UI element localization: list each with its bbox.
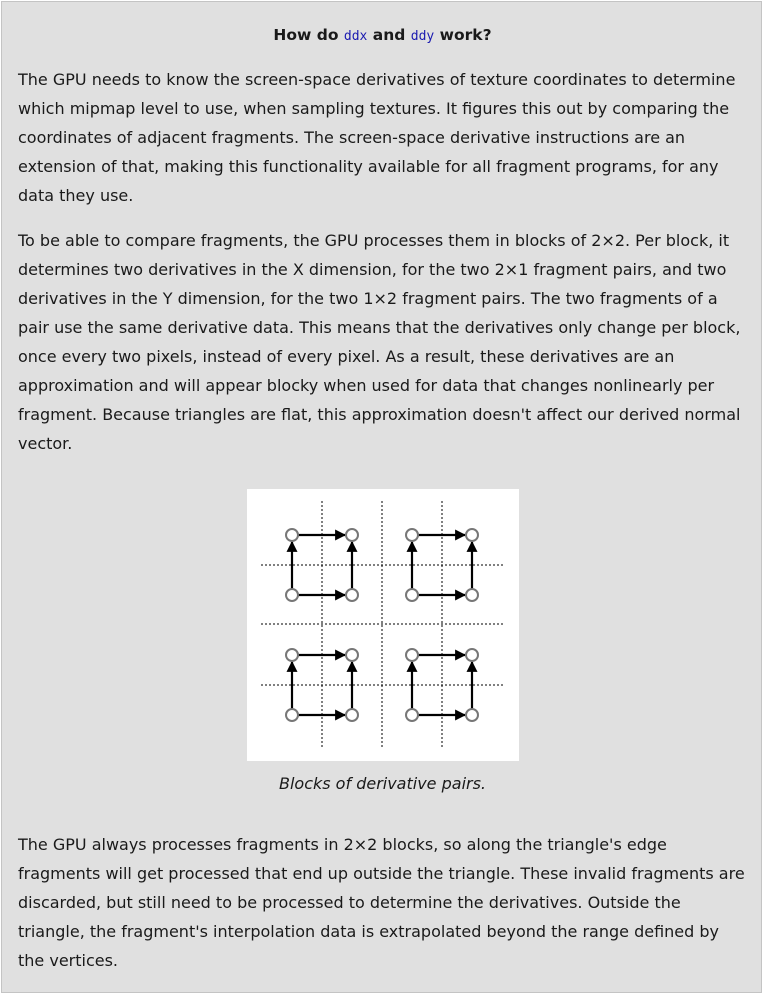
ddx-code: ddx (343, 29, 368, 44)
fragment-node (406, 649, 418, 661)
fragment-node (346, 709, 358, 721)
fragment-node (286, 709, 298, 721)
fragment-node (286, 649, 298, 661)
fragment-node (466, 529, 478, 541)
fragment-node (466, 649, 478, 661)
paragraph-edge-fragments: The GPU always processes fragments in 2×2 blocks, so along the triangle's edge fragments will get processed that end up outside the triangle. These invalid fragments are discarded, but still need to be processed to determine the derivatives. Outside the triangle, the fragment's interpolation data is extrapolated beyond the range defined by the vertices. (18, 835, 745, 970)
fragment-node (466, 709, 478, 721)
fragment-node (466, 589, 478, 601)
fragment-node (406, 589, 418, 601)
title-and: and (372, 26, 406, 44)
fragment-node (346, 589, 358, 601)
note-title (2, 24, 763, 48)
derivative-pairs-figure (247, 489, 519, 761)
fragment-node (286, 529, 298, 541)
ddy-code: ddy (410, 29, 435, 44)
fragment-node (346, 529, 358, 541)
fragment-node (286, 589, 298, 601)
fragment-node (346, 649, 358, 661)
fragment-node (406, 709, 418, 721)
figure-caption: Blocks of derivative pairs. (278, 774, 487, 793)
paragraph-mipmap: The GPU needs to know the screen-space derivatives of texture coordinates to determine which mipmap level to use, when sampling textures. It figures this out by comparing the coordinates of adjacent fragments. The screen-space derivative instructions are an extension of that, making this functionality available for all fragment programs, for any data they use. (18, 70, 736, 205)
title-suffix: work? (439, 26, 492, 44)
derivative-pairs-diagram (247, 489, 519, 761)
fragment-node (406, 529, 418, 541)
paragraph-blocks: To be able to compare fragments, the GPU processes them in blocks of 2×2. Per block, it determines two derivatives in the X dimension, for the two 2×1 fragment pairs, and two derivatives in the Y dimension, for the two 1×2 fragment pairs. The two fragments of a pair use the same derivative data. This means that the derivatives only change per block, once every two pixels, instead of every pixel. As a result, these derivatives are an approximation and will appear blocky when used for data that changes nonlinearly per fragment. Because triangles are flat, this approximation doesn't affect our derived normal vector. (18, 231, 741, 453)
title-prefix: How do (273, 26, 339, 44)
